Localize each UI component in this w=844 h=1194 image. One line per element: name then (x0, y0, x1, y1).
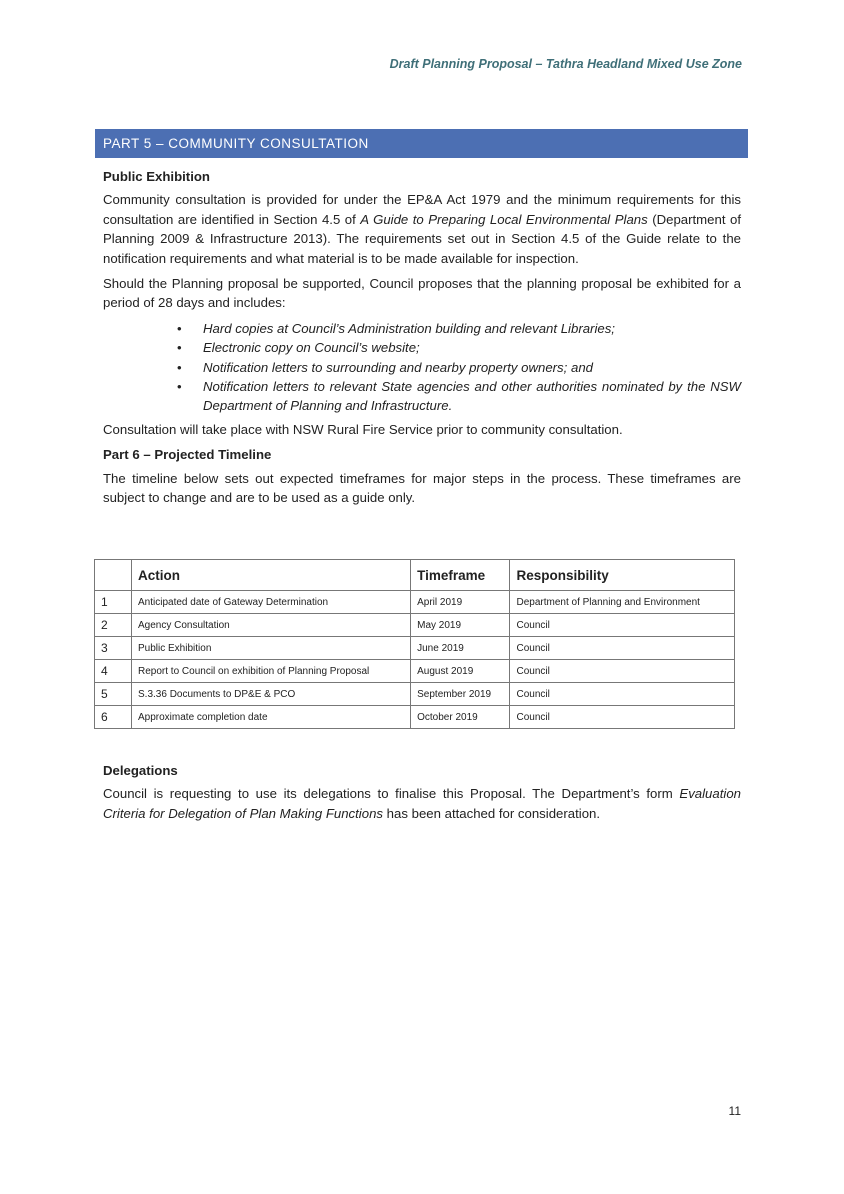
row-responsibility: Council (510, 706, 735, 729)
table-row (95, 706, 735, 729)
row-timeframe: October 2019 (411, 706, 510, 729)
row-timeframe: May 2019 (411, 614, 510, 637)
row-number: 5 (95, 683, 132, 706)
main-content (103, 167, 741, 514)
row-action: Public Exhibition (132, 637, 411, 660)
column-header-responsibility: Responsibility (510, 560, 735, 591)
row-number: 3 (95, 637, 132, 660)
row-action: Report to Council on exhibition of Planning Proposal (132, 660, 411, 683)
column-header-action: Action (132, 560, 411, 591)
delegations-section (103, 761, 741, 829)
row-timeframe: September 2019 (411, 683, 510, 706)
table-row (95, 614, 735, 637)
row-timeframe: June 2019 (411, 637, 510, 660)
exhibition-bullet-list (103, 319, 741, 416)
table-header-row (95, 560, 735, 591)
row-responsibility: Council (510, 614, 735, 637)
column-header-number (95, 560, 132, 591)
exhibition-paragraph: Should the Planning proposal be supported, Council proposes that the planning proposal be exhibited for a period of 28 days and includes: (103, 276, 741, 311)
delegations-heading: Delegations (103, 763, 178, 778)
row-number: 1 (95, 591, 132, 614)
timeline-table (94, 559, 735, 729)
row-number: 4 (95, 660, 132, 683)
row-action: Agency Consultation (132, 614, 411, 637)
row-action: Approximate completion date (132, 706, 411, 729)
table-row (95, 637, 735, 660)
bullet-item: • Notification letters to surrounding and nearby property owners; and (203, 358, 741, 377)
table-row (95, 683, 735, 706)
rfs-paragraph: Consultation will take place with NSW Rural Fire Service prior to community consultation. (103, 421, 623, 437)
row-responsibility: Council (510, 660, 735, 683)
row-number: 6 (95, 706, 132, 729)
row-action: Anticipated date of Gateway Determination (132, 591, 411, 614)
page-number: 11 (728, 1104, 741, 1118)
timeline-intro: The timeline below sets out expected timeframes for major steps in the process. These timeframes are subject to change and are to be used as a guide only. (103, 470, 741, 506)
bullet-item: • Notification letters to relevant State agencies and other authorities nominated by the NSW Department of Planning and Infrastructure. (203, 377, 741, 416)
row-action: S.3.36 Documents to DP&E & PCO (132, 683, 411, 706)
row-responsibility: Council (510, 683, 735, 706)
row-number: 2 (95, 614, 132, 637)
row-responsibility: Council (510, 637, 735, 660)
column-header-timeframe: Timeframe (411, 560, 510, 591)
document-header-title: Draft Planning Proposal – Tathra Headland Mixed Use Zone (389, 57, 742, 71)
delegations-paragraph: Council is requesting to use its delegations to finalise this Proposal. The Department’s form Evaluation Criteria for Delegation of Plan Making Functions has been attached for consideration. (103, 786, 741, 821)
row-responsibility: Department of Planning and Environment (510, 591, 735, 614)
row-timeframe: August 2019 (411, 660, 510, 683)
public-exhibition-heading: Public Exhibition (103, 169, 210, 184)
table-row (95, 660, 735, 683)
row-timeframe: April 2019 (411, 591, 510, 614)
table-row (95, 591, 735, 614)
timeline-heading: Part 6 – Projected Timeline (103, 447, 272, 463)
bullet-item: • Hard copies at Council’s Administration building and relevant Libraries; (203, 319, 741, 338)
section-heading-band: PART 5 – COMMUNITY CONSULTATION (95, 129, 748, 158)
consultation-paragraph: Community consultation is provided for under the EP&A Act 1979 and the minimum requirements for this consultation are identified in Section 4.5 of A Guide to Preparing Local Environmental Plans (Department of Planning 2009 & Infrastructure 2013). The requirements set out in Section 4.5 of the Guide relate to the notification requirements and what material is to be made available for inspection. (103, 192, 741, 266)
bullet-item: • Electronic copy on Council’s website; (203, 338, 741, 357)
